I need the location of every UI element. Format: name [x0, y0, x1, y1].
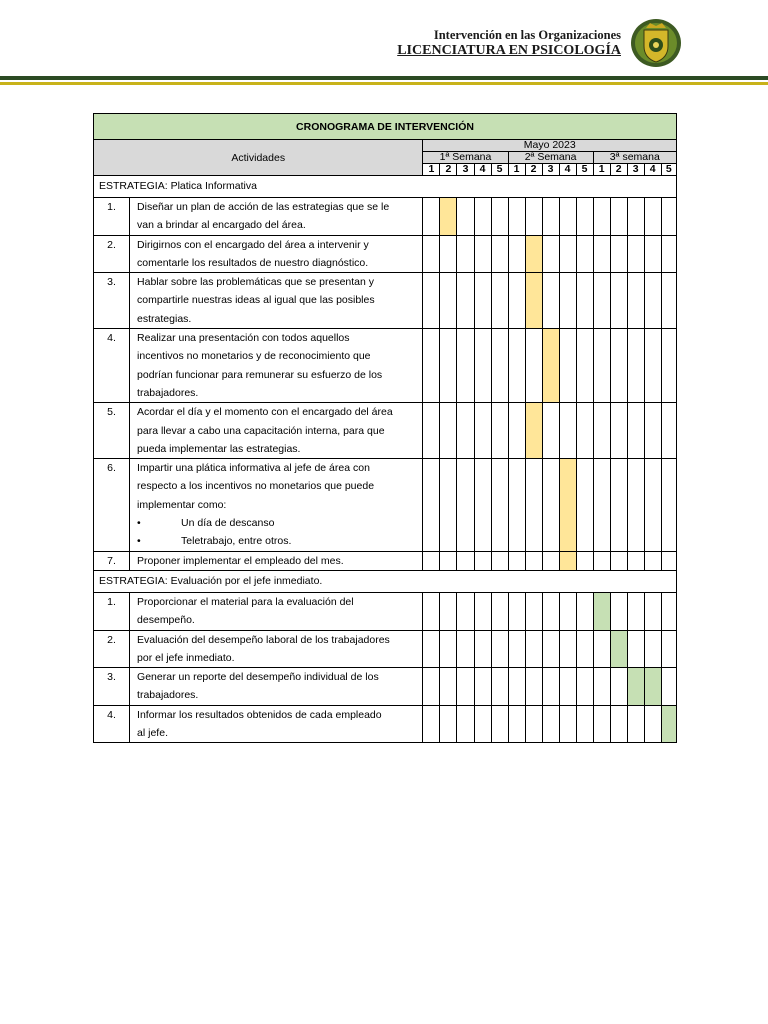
schedule-cell: [423, 198, 440, 236]
schedule-cell: [440, 668, 457, 706]
week-header: 3ª semana: [593, 152, 676, 164]
activity-text-line: desempeño.: [137, 614, 195, 627]
schedule-cell: [440, 459, 457, 551]
bullet-icon: •: [137, 535, 141, 548]
schedule-cell: [644, 198, 661, 236]
schedule-cell: [627, 235, 644, 273]
schedule-cell: [644, 551, 661, 570]
schedule-cell-filled: [610, 630, 627, 668]
schedule-cell: [593, 273, 610, 329]
schedule-cell: [559, 273, 576, 329]
activity-description: [130, 403, 423, 459]
schedule-cell: [576, 705, 593, 743]
activity-number: 1.: [94, 592, 130, 630]
day-number: 4: [474, 164, 491, 176]
header-subject: Intervención en las Organizaciones: [433, 28, 621, 42]
day-number: 1: [423, 164, 440, 176]
day-number: 2: [440, 164, 457, 176]
schedule-cell: [661, 403, 676, 459]
schedule-cell: [457, 235, 474, 273]
schedule-cell: [661, 668, 676, 706]
schedule-cell: [610, 198, 627, 236]
activity-text-line: Proporcionar el material para la evaluación del: [137, 595, 354, 608]
schedule-cell: [542, 630, 559, 668]
activity-text-line: compartirle nuestras ideas al igual que las posibles: [137, 294, 375, 307]
schedule-cell: [474, 459, 491, 551]
schedule-cell: [423, 592, 440, 630]
schedule-cell: [542, 459, 559, 551]
schedule-cell-filled: [525, 235, 542, 273]
schedule-cell: [457, 459, 474, 551]
day-number: 1: [593, 164, 610, 176]
schedule-cell-filled: [627, 668, 644, 706]
schedule-cell: [593, 630, 610, 668]
schedule-cell: [610, 592, 627, 630]
activity-row: [94, 273, 677, 329]
schedule-cell: [627, 459, 644, 551]
schedule-cell: [542, 273, 559, 329]
activity-text-line: incentivos no monetarios y de reconocimiento que: [137, 350, 371, 363]
schedule-cell: [644, 273, 661, 329]
schedule-cell: [508, 273, 525, 329]
activity-row: [94, 329, 677, 403]
activity-text-line: podrían funcionar para remunerar su esfuerzo de los: [137, 368, 383, 381]
schedule-cell: [491, 273, 508, 329]
schedule-cell: [508, 235, 525, 273]
schedule-cell: [457, 551, 474, 570]
schedule-cell: [610, 668, 627, 706]
schedule-cell: [525, 459, 542, 551]
schedule-cell: [610, 329, 627, 403]
activity-description: [130, 273, 423, 329]
schedule-cell: [576, 551, 593, 570]
schedule-cell: [610, 551, 627, 570]
header-band-gold: [0, 82, 768, 85]
activity-text-line: estrategias.: [137, 312, 192, 325]
activity-row: [94, 668, 677, 706]
schedule-cell: [610, 459, 627, 551]
schedule-cell: [508, 551, 525, 570]
schedule-cell: [559, 668, 576, 706]
schedule-cell: [457, 668, 474, 706]
schedule-cell: [627, 329, 644, 403]
schedule-cell-filled: [525, 273, 542, 329]
schedule-cell: [576, 273, 593, 329]
schedule-cell: [559, 198, 576, 236]
activity-row: [94, 198, 677, 236]
activity-description: [130, 592, 423, 630]
schedule-cell: [661, 273, 676, 329]
schedule-cell: [593, 198, 610, 236]
schedule-cell: [508, 459, 525, 551]
day-number: 5: [576, 164, 593, 176]
schedule-cell: [457, 403, 474, 459]
schedule-cell: [474, 235, 491, 273]
day-number: 1: [508, 164, 525, 176]
schedule-cell: [644, 705, 661, 743]
day-number: 3: [627, 164, 644, 176]
schedule-cell: [542, 403, 559, 459]
schedule-cell: [508, 329, 525, 403]
schedule-cell: [440, 273, 457, 329]
activity-number: 2.: [94, 235, 130, 273]
schedule-cell: [491, 551, 508, 570]
schedule-cell: [491, 329, 508, 403]
schedule-cell: [593, 403, 610, 459]
activity-number: 2.: [94, 630, 130, 668]
schedule-cell: [542, 705, 559, 743]
week-header: 2ª Semana: [508, 152, 593, 164]
activity-number: 6.: [94, 459, 130, 551]
bullet-icon: •: [137, 517, 141, 530]
activity-text-line: Proponer implementar el empleado del mes.: [137, 554, 344, 567]
schedule-cell: [525, 630, 542, 668]
schedule-cell-filled: [593, 592, 610, 630]
schedule-cell: [491, 668, 508, 706]
schedule-cell: [661, 329, 676, 403]
activity-row: [94, 705, 677, 743]
activity-row: [94, 403, 677, 459]
schedule-cell: [474, 403, 491, 459]
activity-text-line: implementar como:: [137, 498, 227, 511]
schedule-cell: [440, 235, 457, 273]
activity-description: [130, 459, 423, 551]
schedule-cell: [644, 403, 661, 459]
schedule-cell: [559, 403, 576, 459]
activity-row: [94, 551, 677, 570]
activity-text-line: Informar los resultados obtenidos de cada empleado: [137, 708, 382, 721]
schedule-cell: [474, 551, 491, 570]
schedule-cell: [525, 592, 542, 630]
activity-number: 4.: [94, 705, 130, 743]
activity-description: [130, 551, 423, 570]
schedule-cell: [508, 705, 525, 743]
schedule-cell: [423, 273, 440, 329]
schedule-cell: [627, 630, 644, 668]
activity-text-line: pueda implementar las estrategias.: [137, 442, 301, 455]
schedule-cell: [627, 403, 644, 459]
activity-text-line: Diseñar un plan de acción de las estrategias que se le: [137, 201, 390, 213]
schedule-cell: [508, 630, 525, 668]
university-seal-icon: [630, 18, 682, 68]
schedule-cell: [474, 198, 491, 236]
schedule-cell: [576, 668, 593, 706]
schedule-cell: [491, 705, 508, 743]
activity-description: [130, 329, 423, 403]
schedule-cell: [525, 705, 542, 743]
schedule-cell: [644, 592, 661, 630]
activity-text-line: por el jefe inmediato.: [137, 651, 235, 664]
schedule-cell: [440, 630, 457, 668]
activity-number: 7.: [94, 551, 130, 570]
header-band-green: [0, 76, 768, 80]
schedule-cell-filled: [542, 329, 559, 403]
schedule-cell: [627, 273, 644, 329]
activity-row: [94, 235, 677, 273]
schedule-cell: [440, 403, 457, 459]
schedule-cell: [508, 592, 525, 630]
schedule-cell: [491, 235, 508, 273]
schedule-cell: [457, 592, 474, 630]
activity-number: 3.: [94, 668, 130, 706]
activity-description: [130, 198, 423, 236]
activity-text-line: trabajadores.: [137, 689, 199, 702]
month-header: Mayo 2023: [423, 140, 677, 152]
schedule-cell: [559, 329, 576, 403]
bullet-text: Un día de descanso: [181, 517, 275, 530]
schedule-cell: [576, 630, 593, 668]
schedule-cell: [542, 592, 559, 630]
activity-text-line: respecto a los incentivos no monetarios que puede: [137, 480, 375, 493]
schedule-cell: [644, 630, 661, 668]
activity-text-line: Generar un reporte del desempeño individual de los: [137, 671, 379, 684]
schedule-cell: [423, 630, 440, 668]
activity-row: [94, 459, 677, 551]
schedule-cell: [559, 705, 576, 743]
schedule-cell: [423, 459, 440, 551]
activity-text-line: Realizar una presentación con todos aquellos: [137, 332, 350, 345]
activity-number: 4.: [94, 329, 130, 403]
schedule-cell: [423, 403, 440, 459]
activity-description: [130, 668, 423, 706]
schedule-table: [93, 113, 677, 743]
schedule-cell: [525, 329, 542, 403]
schedule-cell-filled: [525, 403, 542, 459]
schedule-cell: [661, 592, 676, 630]
schedule-cell: [474, 273, 491, 329]
schedule-cell: [593, 551, 610, 570]
schedule-cell-filled: [440, 198, 457, 236]
schedule-title: CRONOGRAMA DE INTERVENCIÓN: [94, 114, 677, 140]
schedule-cell: [457, 705, 474, 743]
schedule-cell: [576, 403, 593, 459]
activity-number: 3.: [94, 273, 130, 329]
schedule-cell: [627, 592, 644, 630]
strategy-heading: ESTRATEGIA: Platica Informativa: [94, 176, 677, 198]
schedule-cell: [440, 592, 457, 630]
schedule-cell: [457, 630, 474, 668]
bullet-text: Teletrabajo, entre otros.: [181, 535, 292, 548]
schedule-cell: [474, 705, 491, 743]
schedule-cell: [457, 329, 474, 403]
schedule-cell-filled: [559, 551, 576, 570]
schedule-cell: [508, 403, 525, 459]
schedule-cell: [440, 329, 457, 403]
schedule-cell: [474, 668, 491, 706]
schedule-cell: [457, 273, 474, 329]
schedule-cell: [593, 705, 610, 743]
activity-text-line: Hablar sobre las problemáticas que se presentan y: [137, 276, 375, 289]
activity-text-line: Evaluación del desempeño laboral de los trabajadores: [137, 633, 390, 646]
schedule-cell: [474, 592, 491, 630]
week-header: 1ª Semana: [423, 152, 508, 164]
activity-number: 1.: [94, 198, 130, 236]
strategy-heading: ESTRATEGIA: Evaluación por el jefe inmediato.: [94, 570, 677, 592]
schedule-cell: [610, 235, 627, 273]
activity-row: [94, 592, 677, 630]
schedule-cell: [542, 551, 559, 570]
schedule-cell: [440, 551, 457, 570]
schedule-cell-filled: [661, 705, 676, 743]
schedule-cell: [508, 198, 525, 236]
schedule-cell: [627, 705, 644, 743]
schedule-cell: [474, 630, 491, 668]
day-number: 2: [610, 164, 627, 176]
schedule-cell: [661, 459, 676, 551]
schedule-cell: [627, 551, 644, 570]
schedule-cell: [593, 459, 610, 551]
schedule-cell: [423, 551, 440, 570]
schedule-cell: [610, 705, 627, 743]
schedule-cell: [542, 668, 559, 706]
activity-number: 5.: [94, 403, 130, 459]
activities-header: Actividades: [94, 140, 423, 176]
schedule-cell: [644, 459, 661, 551]
schedule-cell-filled: [559, 459, 576, 551]
activity-text-line: Acordar el día y el momento con el encargado del área: [137, 406, 393, 419]
schedule-cell: [474, 329, 491, 403]
schedule-cell: [593, 235, 610, 273]
schedule-cell-filled: [644, 668, 661, 706]
schedule-cell: [661, 630, 676, 668]
schedule-cell: [491, 403, 508, 459]
schedule-cell: [576, 592, 593, 630]
activity-text-line: para llevar a cabo una capacitación interna, para que: [137, 424, 385, 437]
activity-description: [130, 630, 423, 668]
activity-bullet: [137, 514, 418, 532]
schedule-cell: [661, 198, 676, 236]
activity-row: [94, 630, 677, 668]
schedule-cell: [491, 459, 508, 551]
activity-text-line: al jefe.: [137, 727, 168, 740]
schedule-cell: [525, 198, 542, 236]
schedule-cell: [576, 235, 593, 273]
schedule-cell: [491, 630, 508, 668]
schedule-cell: [423, 235, 440, 273]
schedule-cell: [661, 235, 676, 273]
day-number: 5: [491, 164, 508, 176]
schedule-cell: [593, 329, 610, 403]
activity-text-line: trabajadores.: [137, 386, 199, 399]
day-number: 3: [457, 164, 474, 176]
header-degree: LICENCIATURA EN PSICOLOGÍA: [397, 43, 621, 58]
schedule-cell: [423, 329, 440, 403]
schedule-cell: [661, 551, 676, 570]
day-number: 2: [525, 164, 542, 176]
activity-description: [130, 705, 423, 743]
schedule-cell: [508, 668, 525, 706]
activity-bullet: [137, 532, 418, 550]
activity-description: [130, 235, 423, 273]
schedule-cell: [457, 198, 474, 236]
schedule-cell: [423, 705, 440, 743]
schedule-cell: [644, 329, 661, 403]
schedule-cell: [525, 668, 542, 706]
day-number: 4: [559, 164, 576, 176]
schedule-cell: [593, 668, 610, 706]
activity-text-line: comentarle los resultados de nuestro diagnóstico.: [137, 256, 369, 269]
schedule-cell: [559, 630, 576, 668]
schedule-cell: [559, 592, 576, 630]
schedule-cell: [576, 459, 593, 551]
schedule-cell: [491, 592, 508, 630]
schedule-cell: [576, 329, 593, 403]
day-number: 4: [644, 164, 661, 176]
schedule-cell: [576, 198, 593, 236]
schedule-cell: [423, 668, 440, 706]
activity-text-line: van a brindar al encargado del área.: [137, 219, 306, 232]
day-number: 3: [542, 164, 559, 176]
schedule-cell: [644, 235, 661, 273]
schedule-cell: [627, 198, 644, 236]
schedule-cell: [610, 273, 627, 329]
activity-text-line: Impartir una plática informativa al jefe de área con: [137, 462, 370, 475]
schedule-cell: [440, 705, 457, 743]
schedule-cell: [542, 198, 559, 236]
activity-text-line: Dirigirnos con el encargado del área a intervenir y: [137, 238, 369, 251]
day-number: 5: [661, 164, 676, 176]
schedule-cell: [525, 551, 542, 570]
schedule-cell: [610, 403, 627, 459]
schedule-cell: [559, 235, 576, 273]
schedule-cell: [542, 235, 559, 273]
schedule-cell: [491, 198, 508, 236]
